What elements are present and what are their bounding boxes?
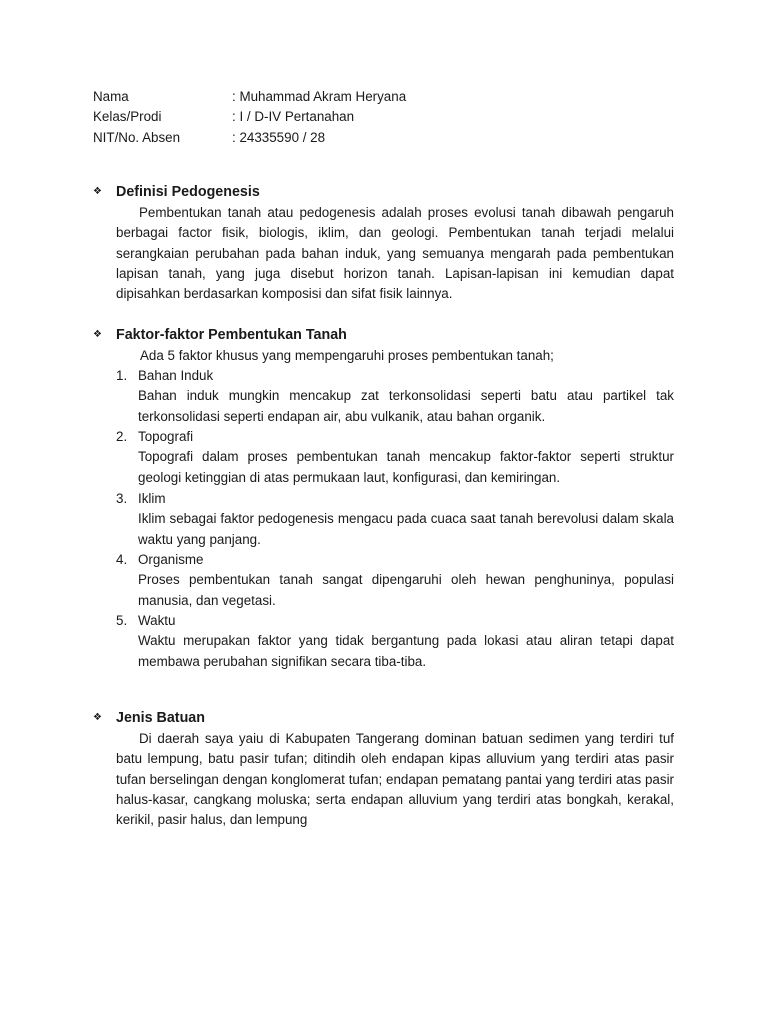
factor-number: 4. [116,552,128,567]
factor-number: 3. [116,491,128,506]
definisi-text: Pembentukan tanah atau pedogenesis adalah proses evolusi tanah dibawah pengaruh berbagai factor fisik, biologis, iklim, dan geologi. Pembentukan tanah terjadi melalui serangkaian perubahan pada bahan induk, yang semuanya mengarah pada pembentukan lapisan tanah, yang juga disebut horizon tanah. Lapisan-lapisan ini kemudian dapat dipisahkan berdasarkan komposisi dan sifat fisik lainnya. [116,205,674,302]
factor-number: 1. [116,368,128,383]
identity-label: Kelas/Prodi [93,109,162,125]
diamond-bullet-icon: ❖ [93,712,102,723]
section-heading-batuan [93,708,205,728]
section-title: Jenis Batuan [116,710,205,726]
section-heading-definisi [93,182,260,202]
factor-title: Waktu [138,613,176,628]
factor-item [116,550,674,611]
factor-description: Bahan induk mungkin mencakup zat terkonsolidasi seperti batu atau partikel tak terkonsolidasi seperti endapan air, abu vulkanik, atau bahan organik. [138,388,674,424]
section-title: Definisi Pedogenesis [116,184,260,200]
definisi-paragraph [116,203,674,304]
identity-label: Nama [93,89,129,104]
identity-row-nit [93,128,493,148]
section-heading-faktor [93,325,347,345]
identity-value: : I / D-IV Pertanahan [232,109,355,125]
identity-label: NIT/No. Absen [93,129,181,145]
factor-description: Waktu merupakan faktor yang tidak bergantung pada lokasi atau aliran tetapi dapat membawa perubahan signifikan secara tiba-tiba. [138,633,674,669]
factor-title: Organisme [138,552,204,567]
identity-value: : 24335590 / 28 [232,129,326,145]
factor-item [116,366,674,427]
factor-item [116,427,674,488]
factor-title: Iklim [138,491,166,506]
batuan-paragraph [116,729,674,830]
factor-description: Iklim sebagai faktor pedogenesis mengacu pada cuaca saat tanah berevolusi dalam skala waktu yang panjang. [138,511,674,547]
factor-number: 5. [116,613,128,628]
factor-description: Topografi dalam proses pembentukan tanah mencakup faktor-faktor seperti struktur geologi ketinggian di atas permukaan laut, konfigurasi, dan kemiringan. [138,449,674,485]
diamond-bullet-icon: ❖ [93,186,102,197]
section-title: Faktor-faktor Pembentukan Tanah [116,327,347,343]
diamond-bullet-icon: ❖ [93,329,102,340]
factor-item [116,611,674,672]
factor-title: Bahan Induk [138,368,214,383]
identity-row-kelas [93,107,493,127]
factor-item [116,489,674,550]
factor-title: Topografi [138,429,194,444]
faktor-intro: Ada 5 faktor khusus yang mempengaruhi proses pembentukan tanah; [140,348,554,363]
batuan-text: Di daerah saya yaiu di Kabupaten Tangerang dominan batuan sedimen yang terdiri tuf batu lempung, batu pasir tufan; ditindih oleh endapan kipas alluvium yang terdiri atas pasir tufan berselingan dengan konglomerat tufan; endapan pematang pantai yang terdiri atas pasir halus-kasar, cangkang moluska; serta endapan alluvium yang terdiri atas bongkah, kerakal, kerikil, pasir halus, dan lempung [116,731,674,828]
factor-number: 2. [116,429,128,444]
identity-row-nama [93,87,493,107]
factor-description: Proses pembentukan tanah sangat dipengaruhi oleh hewan penghuninya, populasi manusia, dan vegetasi. [138,572,674,608]
identity-block [93,87,493,148]
identity-value: : Muhammad Akram Heryana [232,89,407,104]
